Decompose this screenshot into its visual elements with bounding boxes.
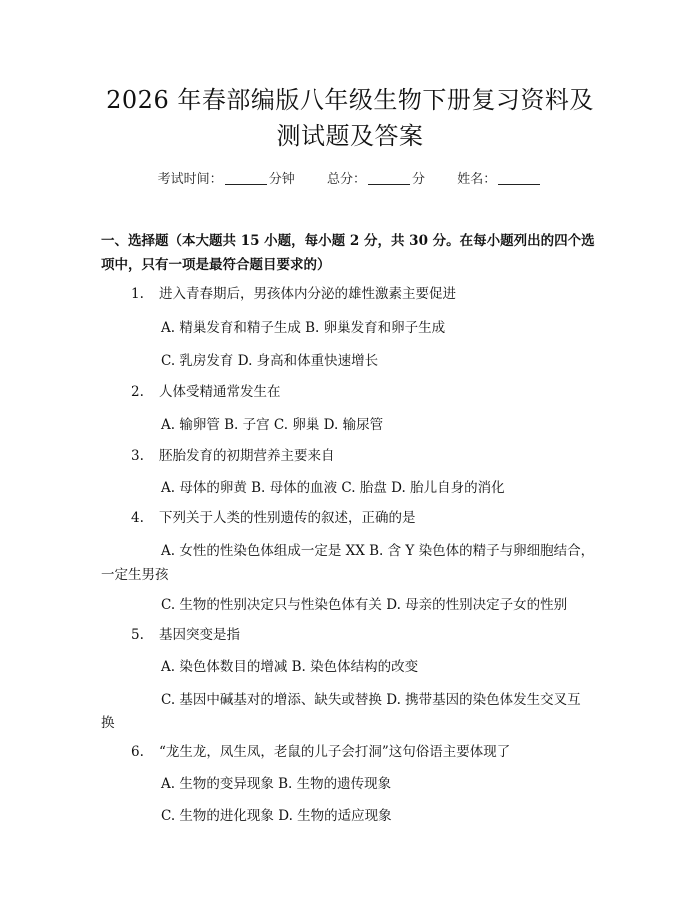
question-4-options-line-1: A. 女性的性染色体组成一定是 XX B. 含 Y 染色体的精子与卵细胞结合， xyxy=(161,543,595,559)
question-5-stem xyxy=(131,623,240,643)
name-label: 姓名： xyxy=(457,172,497,187)
page-title-line-2: 测试题及答案 xyxy=(276,122,424,150)
time-blank xyxy=(225,172,267,185)
exam-info-line xyxy=(0,168,700,187)
question-5-options-continuation: 换 xyxy=(101,715,115,731)
question-6-options-line-1: A. 生物的变异现象 B. 生物的遗传现象 xyxy=(161,776,392,792)
section-heading-line-2: 项中，只有一项是最符合题目要求的） xyxy=(101,257,331,273)
question-1-options-line-2: C. 乳房发育 D. 身高和体重快速增长 xyxy=(161,353,379,369)
question-1-options-line-1: A. 精巢发育和精子生成 B. 卵巢发育和卵子生成 xyxy=(161,320,446,336)
question-5-options-line-2: C. 基因中碱基对的增添、缺失或替换 D. 携带基因的染色体发生交叉互 xyxy=(161,692,581,708)
question-3-options-line-1: A. 母体的卵黄 B. 母体的血液 C. 胎盘 D. 胎儿自身的消化 xyxy=(161,480,505,496)
question-6-stem xyxy=(131,740,510,760)
question-4-options-line-2: C. 生物的性别决定只与性染色体有关 D. 母亲的性别决定子女的性别 xyxy=(161,597,568,613)
question-text: 人体受精通常发生在 xyxy=(159,384,281,400)
question-text: 下列关于人类的性别遗传的叙述，正确的是 xyxy=(159,510,416,526)
question-1-stem xyxy=(131,282,456,302)
question-5-options-line-1: A. 染色体数目的增减 B. 染色体结构的改变 xyxy=(161,659,419,675)
question-number: 5. xyxy=(131,627,144,643)
question-number: 3. xyxy=(131,448,144,464)
question-6-options-line-2: C. 生物的进化现象 D. 生物的适应现象 xyxy=(161,808,392,824)
section-heading xyxy=(101,229,601,277)
question-number: 4. xyxy=(131,510,144,526)
page-title-line-1: 2026 年春部编版八年级生物下册复习资料及 xyxy=(106,86,594,114)
time-unit: 分钟 xyxy=(268,172,295,187)
question-text: 胚胎发育的初期营养主要来自 xyxy=(159,448,335,464)
question-text: 基因突变是指 xyxy=(159,627,240,643)
question-text: “龙生龙，凤生凤，老鼠的儿子会打洞”这句俗语主要体现了 xyxy=(159,744,511,760)
question-2-stem xyxy=(131,380,281,400)
question-2-options-line-1: A. 输卵管 B. 子宫 C. 卵巢 D. 输尿管 xyxy=(161,417,384,433)
name-blank xyxy=(498,172,540,185)
time-label: 考试时间： xyxy=(157,172,223,187)
score-blank xyxy=(368,172,410,185)
question-text: 进入青春期后，男孩体内分泌的雄性激素主要促进 xyxy=(159,286,456,302)
question-3-stem xyxy=(131,444,335,464)
question-4-stem xyxy=(131,506,416,526)
section-heading-line-1: 一、选择题（本大题共 15 小题，每小题 2 分，共 30 分。在每小题列出的四个选 xyxy=(101,233,595,249)
score-unit: 分 xyxy=(412,172,426,187)
question-4-options-continuation: 一定生男孩 xyxy=(101,567,169,583)
question-number: 2. xyxy=(131,384,144,400)
question-number: 6. xyxy=(131,744,144,760)
question-number: 1. xyxy=(131,286,144,302)
score-label: 总分： xyxy=(326,172,366,187)
